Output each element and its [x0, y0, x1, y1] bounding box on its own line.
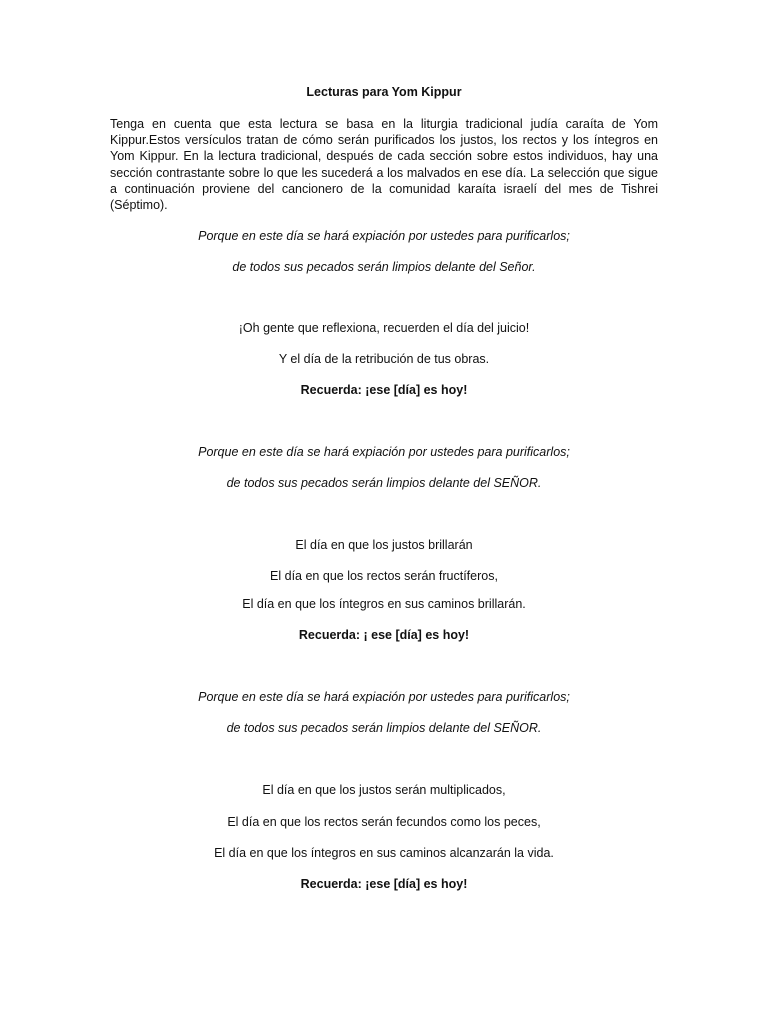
verse-line: El día en que los rectos serán fecundos como los peces,: [227, 815, 541, 829]
verse-line: El día en que los íntegros en sus caminos alcanzarán la vida.: [214, 846, 554, 860]
verse-line: ¡Oh gente que reflexiona, recuerden el día del juicio!: [238, 321, 530, 335]
refrain-line: Porque en este día se hará expiación por ustedes para purificarlos;: [198, 690, 570, 704]
verse-line: El día en que los rectos serán fructíferos,: [270, 569, 498, 583]
refrain-line: de todos sus pecados serán limpios delante del SEÑOR.: [226, 476, 542, 490]
recuerda-line: Recuerda: ¡ese [día] es hoy!: [300, 383, 468, 397]
recuerda-line: Recuerda: ¡ese [día] es hoy!: [300, 877, 468, 891]
refrain-line: de todos sus pecados serán limpios delante del SEÑOR.: [226, 721, 542, 735]
page-title: Lecturas para Yom Kippur: [306, 85, 462, 99]
intro-paragraph: Tenga en cuenta que esta lectura se basa en la liturgia tradicional judía caraíta de Yom Kippur.Estos versículos tratan de cómo serán purificados los justos, los rectos y los íntegros en Yom Kippur. En la lectura tradicional, después de cada sección sobre estos individuos, hay una sección contrastante sobre lo que les sucederá a los malvados en ese día. La selección que sigue a continuación proviene del cancionero de la comunidad karaíta israelí del mes de Tishrei (Séptimo).: [110, 117, 658, 213]
refrain-line: de todos sus pecados serán limpios delante del Señor.: [232, 260, 536, 274]
refrain-line: Porque en este día se hará expiación por ustedes para purificarlos;: [198, 229, 570, 243]
verse-line: Y el día de la retribución de tus obras.: [278, 352, 490, 366]
verse-line: El día en que los íntegros en sus caminos brillarán.: [242, 597, 526, 611]
verse-line: El día en que los justos serán multiplicados,: [262, 783, 506, 797]
refrain-line: Porque en este día se hará expiación por ustedes para purificarlos;: [198, 445, 570, 459]
recuerda-line: Recuerda: ¡ ese [día] es hoy!: [298, 628, 470, 642]
verse-line: El día en que los justos brillarán: [295, 538, 473, 552]
